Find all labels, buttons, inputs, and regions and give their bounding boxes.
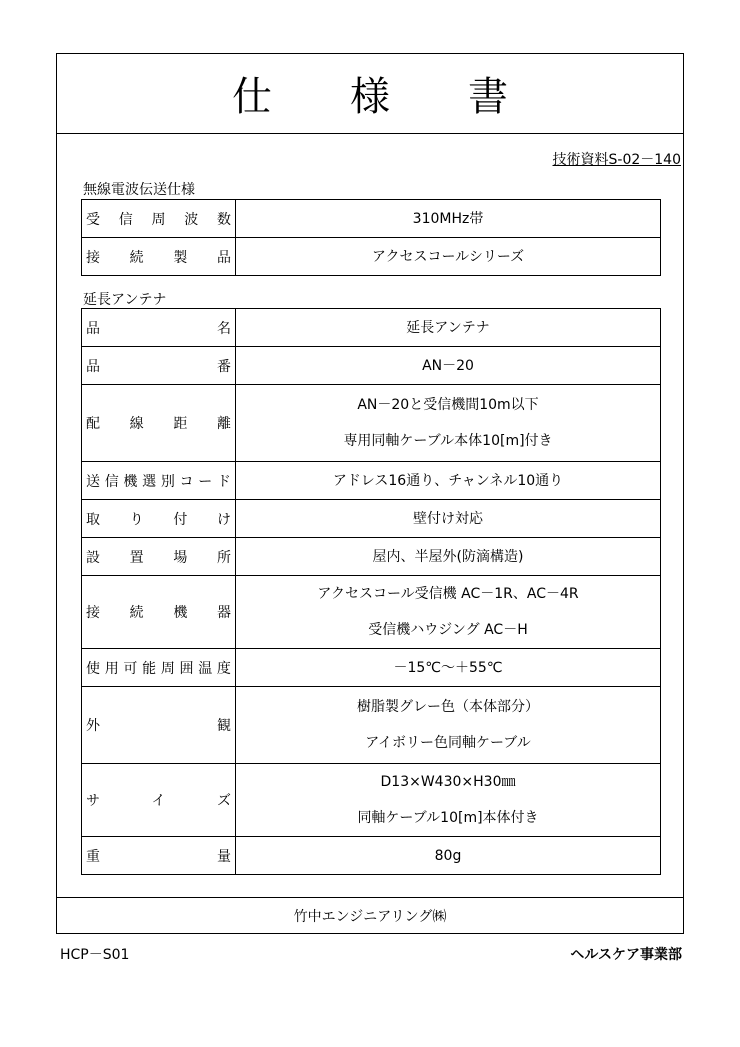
title-box [57, 54, 683, 134]
spec-label-cell [82, 837, 236, 875]
spec-label-cell [82, 500, 236, 538]
spec-value-cell [236, 538, 661, 576]
antenna-spec-table [81, 308, 661, 875]
spec-label-cell [82, 576, 236, 649]
spec-value-cell [236, 462, 661, 500]
model-number: HCP－S01 [60, 947, 130, 963]
spec-label: 接 続 製 品 [86, 249, 231, 266]
table-row [82, 764, 661, 837]
spec-value: AN－20と受信機間10m以下 [357, 397, 539, 413]
spec-value-cell [236, 500, 661, 538]
spec-label: 品 番 [86, 358, 231, 375]
spec-value: アイボリー色同軸ケーブル [365, 735, 531, 751]
table-row [82, 576, 661, 649]
footer-box [57, 897, 683, 934]
spec-label-cell [82, 238, 236, 276]
spec-value: D13×W430×H30㎜ [380, 774, 516, 790]
table-row [82, 687, 661, 764]
table-row [82, 462, 661, 500]
spec-label: 受 信 周 波 数 [86, 211, 231, 228]
table-row [82, 500, 661, 538]
spec-label: 外 観 [86, 718, 231, 734]
spec-value-cell [236, 347, 661, 385]
spec-value-cell [236, 385, 661, 462]
document-reference: 技術資料S-02－140 [552, 152, 681, 168]
spec-label: 品 名 [86, 320, 231, 337]
spec-value: 80g [434, 847, 462, 864]
spec-value-cell [236, 764, 661, 837]
spec-value: 専用同軸ケーブル本体10[m]付き [343, 433, 553, 449]
spec-value: －15℃～＋55℃ [393, 659, 503, 676]
table-row [82, 385, 661, 462]
spec-value-cell [236, 200, 661, 238]
spec-label-cell [82, 538, 236, 576]
table-row [82, 649, 661, 687]
spec-label: 使 用 可 能 周 囲 温 度 [86, 660, 231, 677]
antenna-section-label: 延長アンテナ [83, 292, 167, 308]
spec-value-cell [236, 576, 661, 649]
spec-label: 接 続 機 器 [86, 605, 231, 621]
spec-value-cell [236, 309, 661, 347]
page-title: 仕様書 [232, 74, 586, 120]
table-row [82, 309, 661, 347]
spec-value: AN－20 [422, 357, 474, 374]
spec-value: 壁付け対応 [413, 510, 483, 527]
spec-sheet-frame [56, 53, 684, 934]
spec-label-cell [82, 687, 236, 764]
spec-label-cell [82, 764, 236, 837]
table-row [82, 200, 661, 238]
spec-label-cell [82, 385, 236, 462]
table-row [82, 238, 661, 276]
spec-label: 設 置 場 所 [86, 549, 231, 566]
department-name: ヘルスケア事業部 [570, 947, 682, 963]
spec-label-cell [82, 200, 236, 238]
spec-value: アドレス16通り、チャンネル10通り [332, 472, 564, 489]
spec-value: 樹脂製グレー色（本体部分） [357, 699, 539, 715]
spec-value-cell [236, 238, 661, 276]
spec-value-cell [236, 837, 661, 875]
wireless-spec-table [81, 199, 661, 276]
spec-value: 同軸ケーブル10[m]本体付き [357, 810, 539, 826]
table-row [82, 538, 661, 576]
spec-value: アクセスコール受信機 AC－1R、AC－4R [317, 586, 579, 602]
spec-label-cell [82, 649, 236, 687]
spec-value: 310MHz帯 [412, 210, 484, 227]
spec-value: 屋内、半屋外(防滴構造) [372, 548, 524, 565]
spec-value-cell [236, 687, 661, 764]
spec-label: サ イ ズ [86, 793, 231, 809]
table-row [82, 837, 661, 875]
spec-label: 取 り 付 け [86, 511, 231, 528]
spec-label: 送 信 機 選 別 コ ー ド [86, 473, 231, 490]
spec-value: 延長アンテナ [406, 319, 490, 336]
spec-label: 重 量 [86, 848, 231, 865]
table-row [82, 347, 661, 385]
spec-value: 受信機ハウジング AC－H [368, 622, 528, 638]
spec-value-cell [236, 649, 661, 687]
spec-value: アクセスコールシリーズ [371, 248, 525, 265]
spec-label-cell [82, 309, 236, 347]
wireless-section-label: 無線電波伝送仕様 [83, 182, 195, 198]
spec-label-cell [82, 347, 236, 385]
company-name: 竹中エンジニアリング㈱ [293, 909, 447, 925]
spec-label-cell [82, 462, 236, 500]
spec-label: 配 線 距 離 [86, 416, 231, 432]
